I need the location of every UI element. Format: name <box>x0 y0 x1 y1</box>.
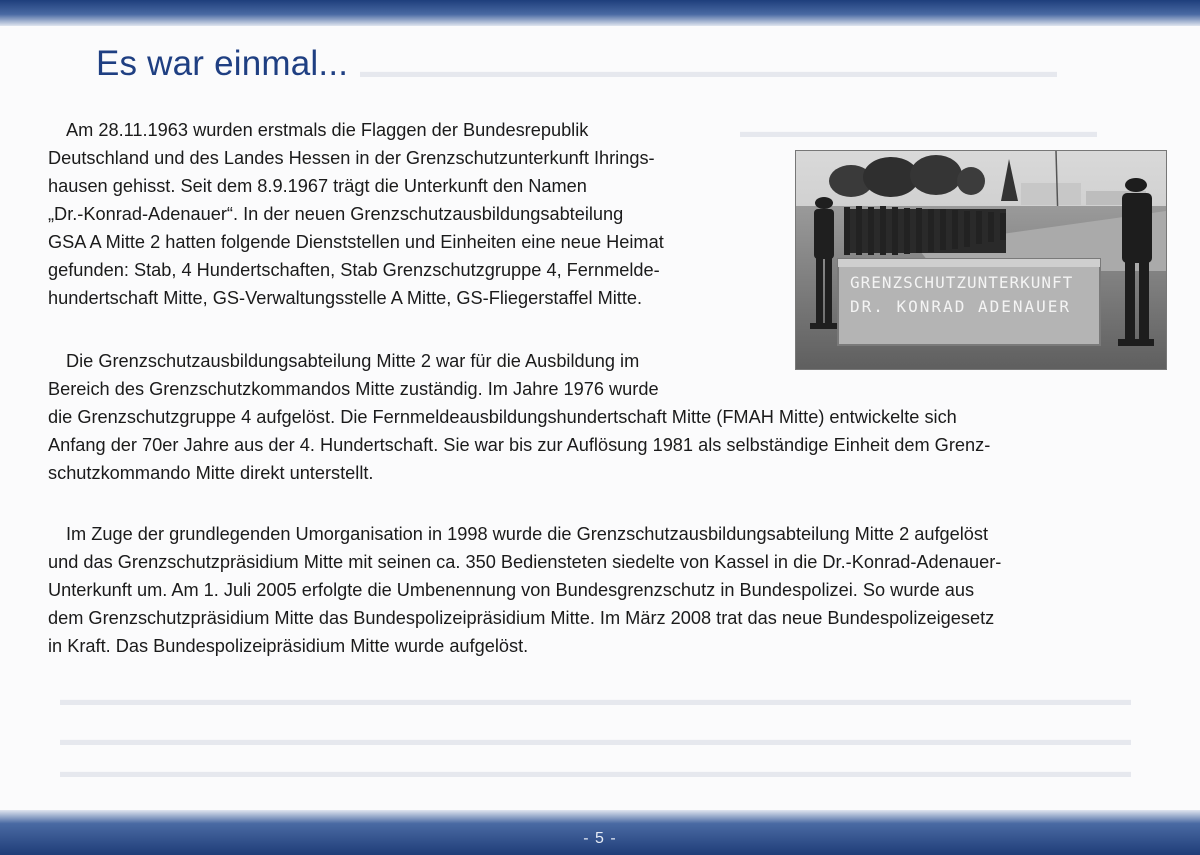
paragraph-3 <box>48 520 1001 660</box>
historic-photo-drawing <box>796 151 1166 369</box>
bleed-through-line: ▬▬▬▬▬▬▬▬▬▬▬▬▬▬▬▬▬▬▬▬▬▬▬▬▬▬▬▬▬▬▬▬▬▬▬▬▬▬▬▬▬▬▬▬▬▬▬▬▬▬▬▬▬▬▬▬▬▬▬▬▬▬▬ <box>60 690 1131 709</box>
sign-line-2: DR. KONRAD ADENAUER <box>850 297 1072 316</box>
paragraph-line: in Kraft. Das Bundespolizeipräsidium Mitte wurde aufgelöst. <box>48 636 529 656</box>
bleed-through-line: ▬▬▬▬▬▬▬▬▬▬▬▬▬▬▬▬▬▬▬▬▬ <box>740 122 1097 141</box>
paragraph-line: Die Grenzschutzausbildungsabteilung Mitte 2 war für die Ausbildung im <box>66 351 640 371</box>
paragraph-line: schutzkommando Mitte direkt unterstellt. <box>48 463 374 483</box>
paragraph-line: hausen gehisst. Seit dem 8.9.1967 trägt die Unterkunft den Namen <box>48 176 587 196</box>
page-number: - 5 - <box>583 830 617 847</box>
bleed-through-line: ▬▬▬▬▬▬▬▬▬▬▬▬▬▬▬▬▬▬▬▬▬▬▬▬▬▬▬▬▬▬▬▬▬▬▬▬▬▬▬▬▬ <box>360 62 1057 81</box>
bleed-through-line: ▬▬▬▬▬▬▬▬▬▬▬▬▬▬▬▬▬▬▬▬▬▬▬▬▬▬▬▬▬▬▬▬▬▬▬▬▬▬▬▬▬▬▬▬▬▬▬▬▬▬▬▬▬▬▬▬▬▬▬▬▬▬▬ <box>60 730 1131 749</box>
paragraph-line: dem Grenzschutzpräsidium Mitte das Bundespolizeipräsidium Mitte. Im März 2008 trat das neue Bundespolizeigesetz <box>48 608 995 628</box>
paragraph-line: hundertschaft Mitte, GS-Verwaltungsstelle A Mitte, GS-Fliegerstaffel Mitte. <box>48 288 643 308</box>
paragraph-line: die Grenzschutzgruppe 4 aufgelöst. Die Fernmeldeausbildungshundertschaft Mitte (FMAH Mitte) entwickelte sich <box>48 407 957 427</box>
bleed-through-line: ▬▬▬▬▬▬▬▬▬▬▬▬▬▬▬▬▬▬▬▬▬▬▬▬▬▬▬▬▬▬▬▬▬▬▬▬▬▬▬▬▬▬▬▬▬▬▬▬▬▬▬▬▬▬▬▬▬▬▬▬▬▬▬ <box>60 762 1131 781</box>
paragraph-1 <box>48 116 664 312</box>
paragraph-line: Am 28.11.1963 wurden erstmals die Flaggen der Bundesrepublik <box>66 120 589 140</box>
paragraph-line: „Dr.-Konrad-Adenauer“. In der neuen Grenzschutzausbildungsabteilung <box>48 204 624 224</box>
paragraph-line: Bereich des Grenzschutzkommandos Mitte zuständig. Im Jahre 1976 wurde <box>48 379 659 399</box>
paragraph-line: und das Grenzschutzpräsidium Mitte mit seinen ca. 350 Bediensteten siedelte von Kassel in die Dr.-Konrad-Adenauer- <box>48 552 1002 572</box>
paragraph-line: Anfang der 70er Jahre aus der 4. Hundertschaft. Sie war bis zur Auflösung 1981 als selbständige Einheit dem Grenz- <box>48 435 991 455</box>
sign-line-1: GRENZSCHUTZUNTERKUNFT <box>850 273 1074 292</box>
paragraph-line: Unterkunft um. Am 1. Juli 2005 erfolgte die Umbenennung von Bundesgrenzschutz in Bundespolizei. So wurde aus <box>48 580 975 600</box>
top-header-band <box>0 0 1200 26</box>
paragraph-line: gefunden: Stab, 4 Hundertschaften, Stab Grenzschutzgruppe 4, Fernmelde- <box>48 260 660 280</box>
paragraph-line: Im Zuge der grundlegenden Umorganisation in 1998 wurde die Grenzschutzausbildungsabteilung Mitte 2 aufgelöst <box>66 524 989 544</box>
historic-photo <box>795 150 1167 370</box>
page-title: Es war einmal... <box>96 44 349 83</box>
paragraph-line: Deutschland und des Landes Hessen in der Grenzschutzunterkunft Ihrings- <box>48 148 655 168</box>
paragraph-line: GSA A Mitte 2 hatten folgende Dienststellen und Einheiten eine neue Heimat <box>48 232 664 252</box>
